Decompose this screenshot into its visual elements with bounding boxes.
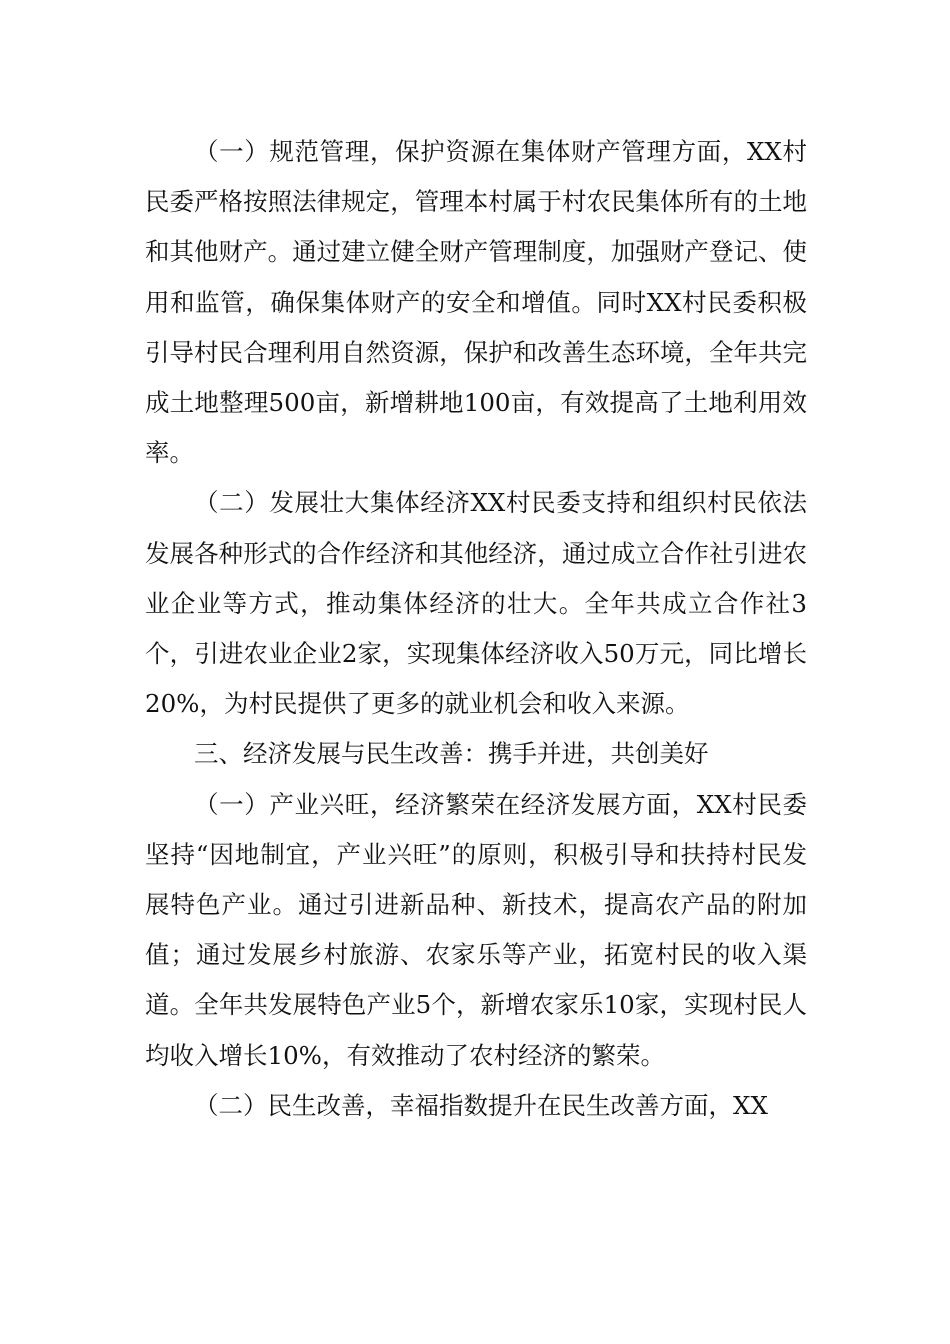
paragraph-industry-prosperity: （一）产业兴旺，经济繁荣在经济发展方面，XX村民委坚持“因地制宜，产业兴旺”的原则，积极引导和扶持村民发展特色产业。通过引进新品种、新技术，提高农产品的附加值；通过发展乡村旅游、农家乐等产业，拓宽村民的收入渠道。全年共发展特色产业5个，新增农家乐10家，实现村民人均收入增长10%，有效推动了农村经济的繁荣。 [145,789,807,1070]
paragraph-collective-economy: （二）发展壮大集体经济XX村民委支持和组织村民依法发展各种形式的合作经济和其他经济，通过成立合作社引进农业企业等方式，推动集体经济的壮大。全年共成立合作社3个，引进农业企业2家，实现集体经济收入50万元，同比增长20%，为村民提供了更多的就业机会和收入来源。 [145,488,807,719]
document-body [145,127,807,1131]
paragraph-resource-management: （一）规范管理，保护资源在集体财产管理方面，XX村民委严格按照法律规定，管理本村属于村农民集体所有的土地和其他财产。通过建立健全财产管理制度，加强财产登记、使用和监管，确保集体财产的安全和增值。同时XX村民委积极引导村民合理利用自然资源，保护和改善生态环境，全年共完成土地整理500亩，新增耕地100亩，有效提高了土地利用效率。 [145,137,807,468]
section-heading-economy-livelihood: 三、经济发展与民生改善：携手并进，共创美好 [194,739,709,769]
paragraph-livelihood-improvement: （二）民生改善，幸福指数提升在民生改善方面，XX [194,1090,768,1120]
